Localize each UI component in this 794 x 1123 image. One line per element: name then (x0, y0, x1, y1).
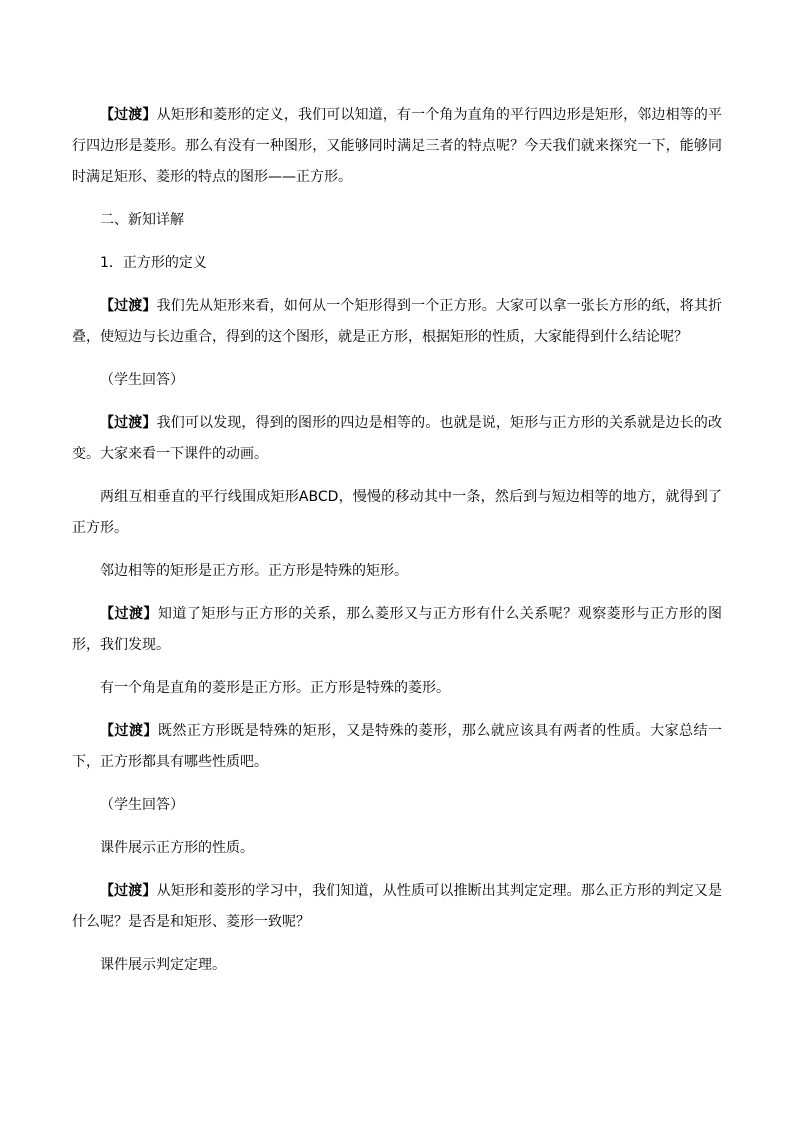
paragraph-text: 邻边相等的矩形是正方形。正方形是特殊的矩形。 (100, 563, 408, 579)
transition-tag: 【过渡】 (100, 415, 157, 431)
paragraph-text: 两组互相垂直的平行线围成矩形ABCD，慢慢的移动其中一条，然后到与短边相等的地方，就得到了正方形。 (72, 489, 722, 536)
subsection-heading-text: 1．正方形的定义 (100, 255, 207, 271)
paragraph-text: （学生回答） (100, 797, 184, 813)
paragraph-text: 课件展示正方形的性质。 (100, 840, 254, 856)
paragraph-text: 有一个角是直角的菱形是正方形。正方形是特殊的菱形。 (100, 680, 450, 696)
paragraph-student-answer (72, 365, 722, 396)
section-heading-text: 二、新知详解 (100, 212, 184, 228)
transition-tag: 【过渡】 (100, 883, 157, 899)
paragraph-student-answer-2 (72, 790, 722, 821)
paragraph-show-properties (72, 833, 722, 864)
paragraph-transition-criteria (72, 876, 722, 938)
transition-tag: 【过渡】 (100, 298, 157, 314)
paragraph-text: 从矩形和菱形的学习中，我们知道，从性质可以推断出其判定定理。那么正方形的判定又是什么呢？是否是和矩形、菱形一致呢？ (72, 883, 723, 930)
transition-tag: 【过渡】 (100, 107, 157, 123)
paragraph-transition-fold (72, 291, 722, 353)
transition-tag: 【过渡】 (100, 723, 158, 739)
paragraph-text: 我们可以发现，得到的图形的四边是相等的。也就是说，矩形与正方形的关系就是边长的改变。大家来看一下课件的动画。 (72, 415, 723, 462)
document-page (72, 100, 722, 981)
paragraph-text: 知道了矩形与正方形的关系，那么菱形又与正方形有什么关系呢？观察菱形与正方形的图形，我们发现。 (72, 606, 722, 653)
paragraph-transition-rhombus (72, 599, 722, 661)
paragraph-rect-conclusion (72, 556, 722, 587)
paragraph-transition-properties (72, 716, 722, 778)
paragraph-transition-sides (72, 408, 722, 470)
paragraph-text: （学生回答） (100, 372, 184, 388)
paragraph-animation (72, 482, 722, 544)
paragraph-show-criteria (72, 950, 722, 981)
paragraph-text: 课件展示判定定理。 (100, 957, 226, 973)
paragraph-rhombus-conclusion (72, 673, 722, 704)
paragraph-intro-transition (72, 100, 722, 193)
paragraph-text: 既然正方形既是特殊的矩形，又是特殊的菱形，那么就应该具有两者的性质。大家总结一下，正方形都具有哪些性质吧。 (72, 723, 722, 770)
subsection-heading-definition (72, 248, 722, 279)
transition-tag: 【过渡】 (100, 606, 158, 622)
section-heading-new-knowledge (72, 205, 722, 236)
paragraph-text: 从矩形和菱形的定义，我们可以知道，有一个角为直角的平行四边形是矩形，邻边相等的平行四边形是菱形。那么有没有一种图形，又能够同时满足三者的特点呢？今天我们就来探究一下，能够同时满足矩形、菱形的特点的图形——正方形。 (72, 107, 723, 185)
paragraph-text: 我们先从矩形来看，如何从一个矩形得到一个正方形。大家可以拿一张长方形的纸，将其折叠，使短边与长边重合，得到的这个图形，就是正方形，根据矩形的性质，大家能得到什么结论呢？ (72, 298, 723, 345)
